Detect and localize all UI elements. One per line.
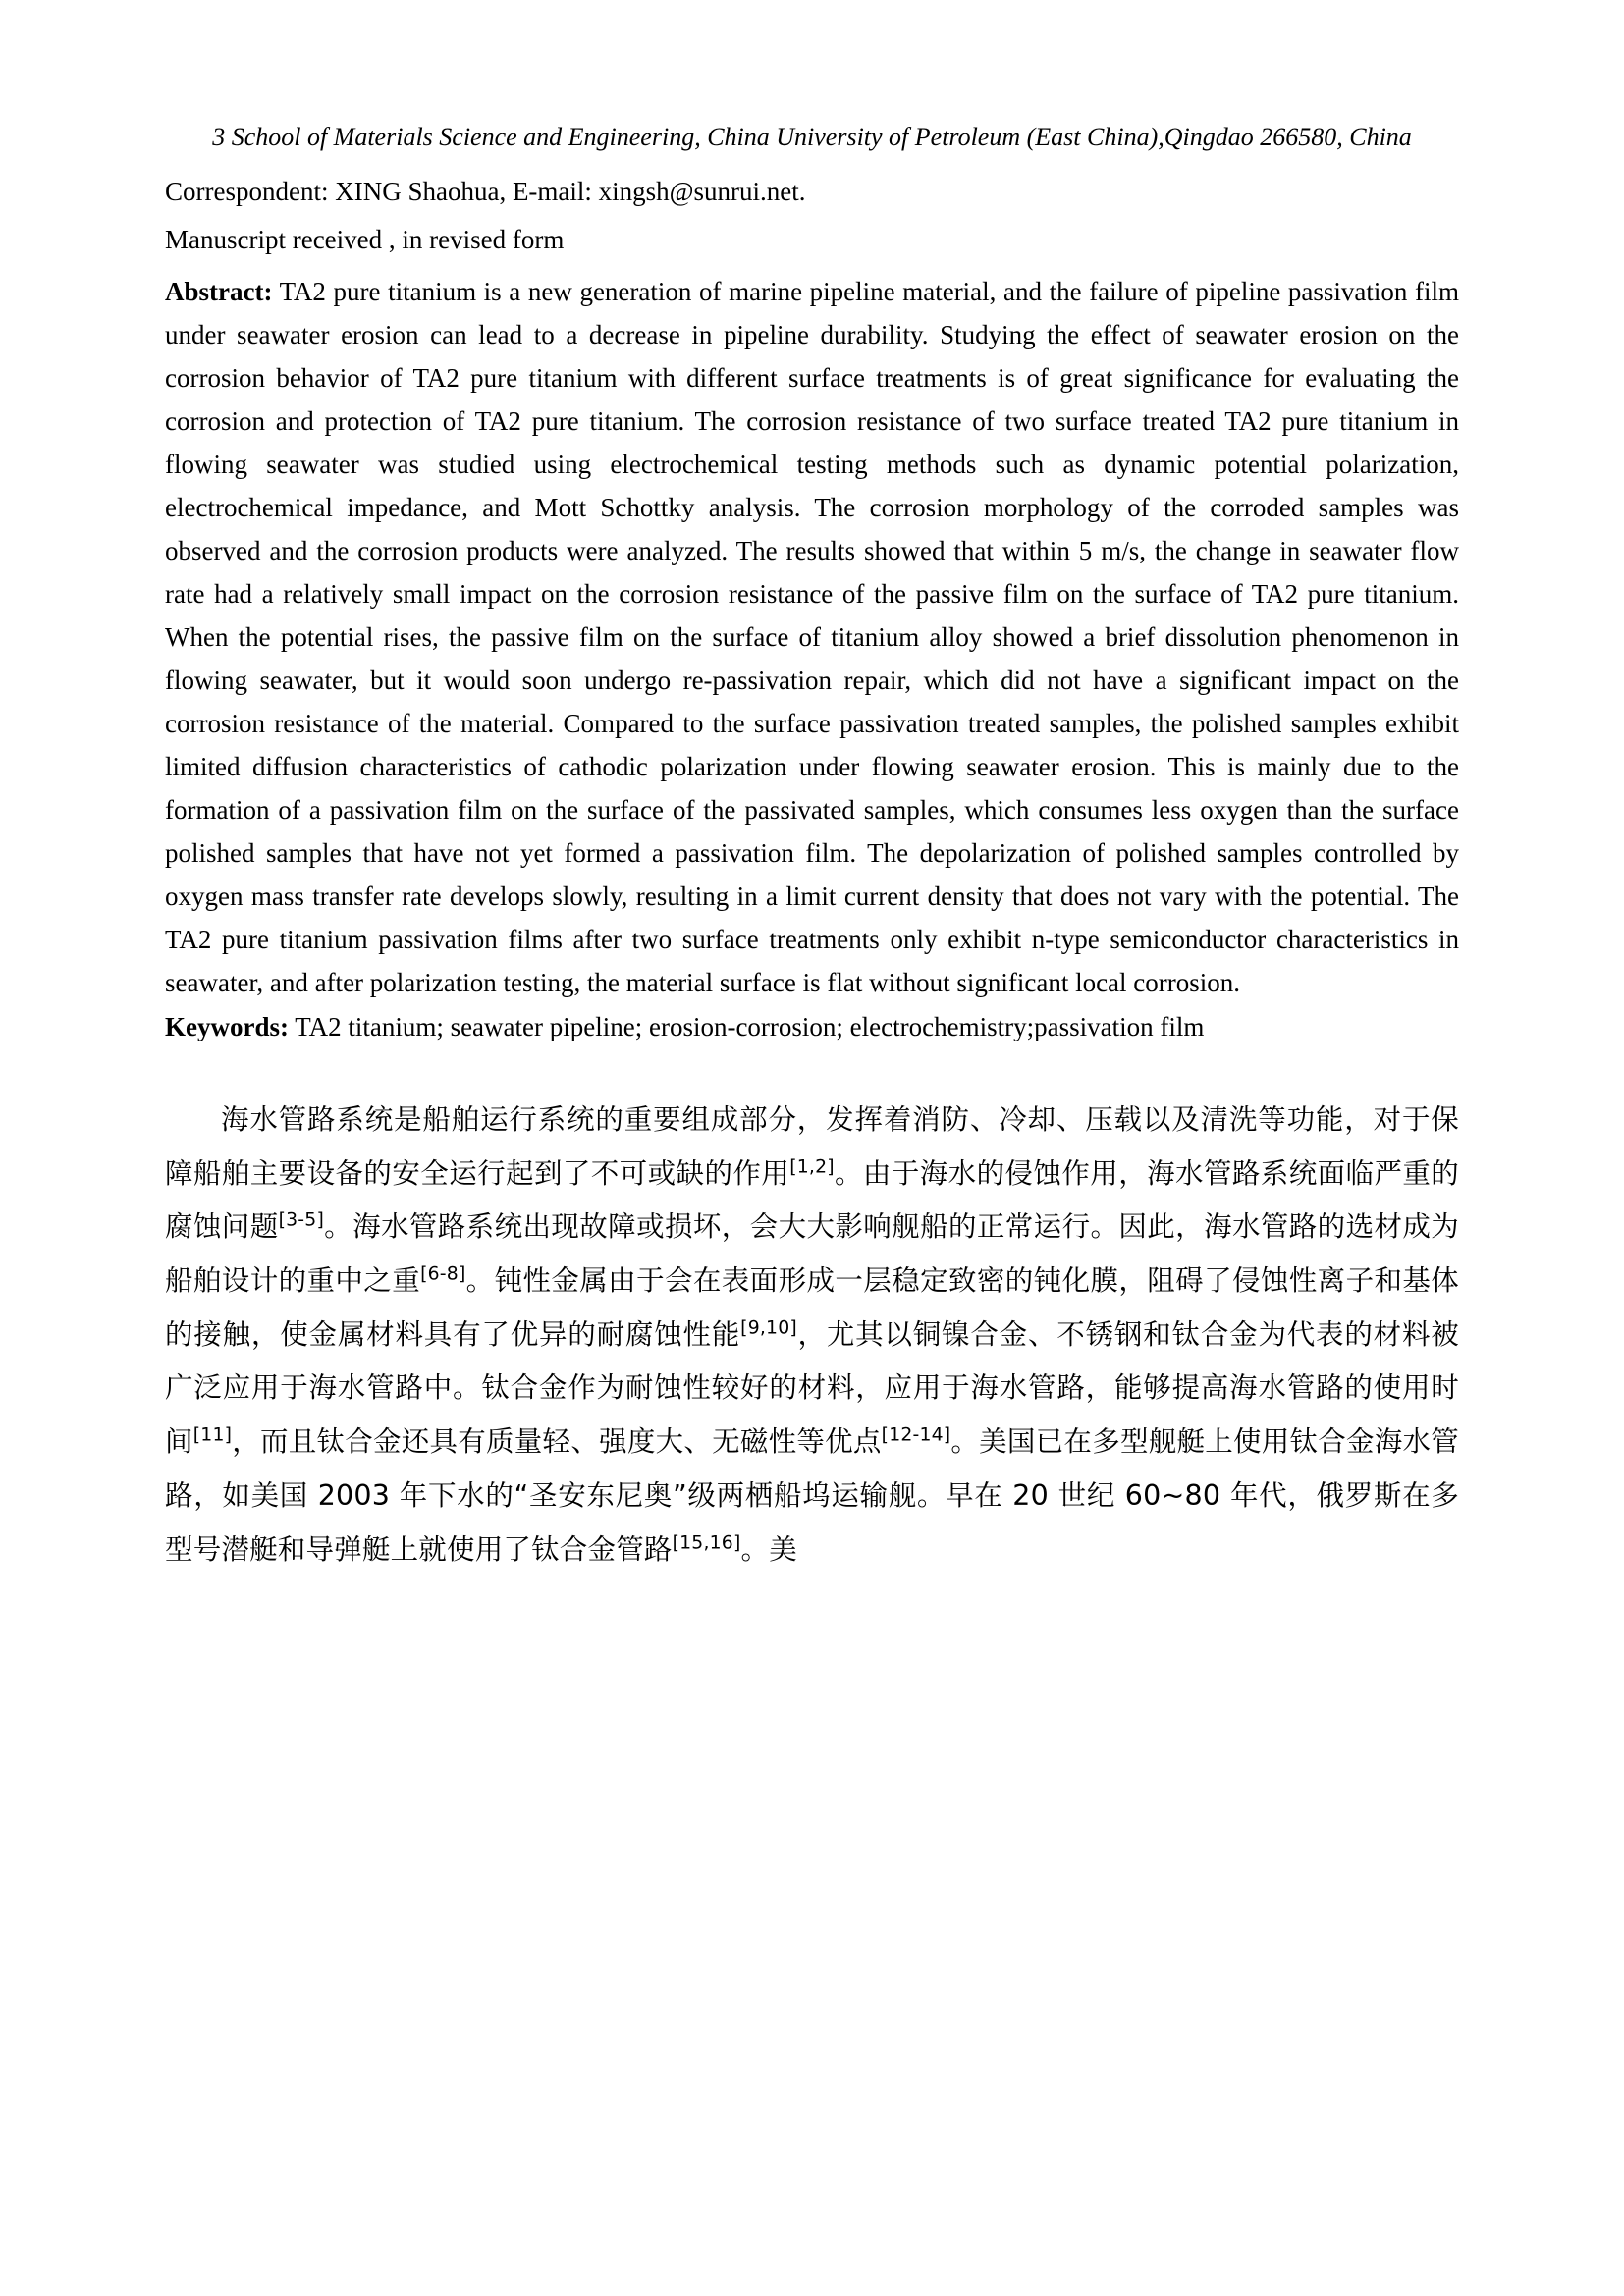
citation-reference: [11]	[192, 1424, 233, 1446]
correspondent-line: Correspondent: XING Shaohua, E-mail: xingsh@sunrui.net.	[165, 177, 806, 207]
paragraph-text-run: 海水管路系统是船舶运行系统的重要组成部分，发挥着消防、冷却、压载以及清洗等功能，对于保障船舶主要设备的安全运行起到了不可或缺的作用	[165, 1102, 1459, 1190]
citation-reference: [15,16]	[672, 1532, 741, 1554]
abstract-text: TA2 pure titanium is a new generation of marine pipeline material, and the failure of pipeline passivation film under seawater erosion can lead to a decrease in pipeline durability. Studying the effect of seawater erosion on the corrosion behavior of TA2 pure titanium with different surface treatments is of great significance for evaluating the corrosion and protection of TA2 pure titanium. The corrosion resistance of two surface treated TA2 pure titanium in flowing seawater was studied using electrochemical testing methods such as dynamic potential polarization, electrochemical impedance, and Mott Schottky analysis. The corrosion morphology of the corroded samples was observed and the corrosion products were analyzed. The results showed that within 5 m/s, the change in seawater flow rate had a relatively small impact on the corrosion resistance of the passive film on the surface of TA2 pure titanium. When the potential rises, the passive film on the surface of titanium alloy showed a brief dissolution phenomenon in flowing seawater, but it would soon undergo re-passivation repair, which did not have a significant impact on the corrosion resistance of the material. Compared to the surface passivation treated samples, the polished samples exhibit limited diffusion characteristics of cathodic polarization under flowing seawater erosion. This is mainly due to the formation of a passivation film on the surface of the passivated samples, which consumes less oxygen than the surface polished samples that have not yet formed a passivation film. The depolarization of polished samples controlled by oxygen mass transfer rate develops slowly, resulting in a limit current density that does not vary with the potential. The TA2 pure titanium passivation films after two surface treatments only exhibit n-type semiconductor characteristics in seawater, and after polarization testing, the material surface is flat without significant local corrosion.	[165, 276, 1459, 997]
abstract-label: Abstract:	[165, 276, 273, 306]
paragraph-text-run: 。由于海水的侵蚀作用，海水管路系统面临严重的腐蚀问题	[165, 1156, 1459, 1244]
paragraph-text-run: ，尤其以铜镍合金、不锈钢和钛合金为代表的材料被广泛应用于海水管路中。钛合金作为耐蚀性较好的材料，应用于海水管路，能够提高海水管路的使用时间	[165, 1317, 1459, 1459]
citation-reference: [6-8]	[420, 1263, 466, 1285]
citation-reference: [12-14]	[881, 1424, 951, 1446]
manuscript-received-line: Manuscript received , in revised form	[165, 225, 565, 255]
paragraph-text-run: 。海水管路系统出现故障或损坏，会大大影响舰船的正常运行。因此，海水管路的选材成为船舶设计的重中之重	[165, 1210, 1459, 1298]
affiliation-line: 3 School of Materials Science and Engineering, China University of Petroleum (East China),Qingdao 266580, China	[212, 123, 1412, 151]
citation-reference: [3-5]	[278, 1209, 324, 1231]
paragraph-text-run: 。美	[740, 1532, 797, 1566]
citation-reference: [1,2]	[789, 1156, 835, 1178]
keywords-label: Keywords:	[165, 1011, 289, 1041]
paragraph-text-run: ，而且钛合金还具有质量轻、强度大、无磁性等优点	[232, 1425, 882, 1459]
abstract-section	[165, 270, 1459, 1004]
chinese-introduction-paragraph	[165, 1094, 1459, 1576]
paragraph-text-run: 。美国已在多型舰艇上使用钛合金海水管路，如美国 2003 年下水的“圣安东尼奥”级两栖船坞运输舰。早在 20 世纪 60~80 年代，俄罗斯在多型号潜艇和导弹艇上就使用了钛合金管路	[165, 1425, 1459, 1566]
paragraph-text-run: 。钝性金属由于会在表面形成一层稳定致密的钝化膜，阻碍了侵蚀性离子和基体的接触，使金属材料具有了优异的耐腐蚀性能	[165, 1264, 1459, 1351]
citation-reference: [9,10]	[740, 1317, 797, 1339]
keywords-section	[165, 1006, 1459, 1048]
keywords-text: TA2 titanium; seawater pipeline; erosion-corrosion; electrochemistry;passivation film	[288, 1011, 1205, 1041]
